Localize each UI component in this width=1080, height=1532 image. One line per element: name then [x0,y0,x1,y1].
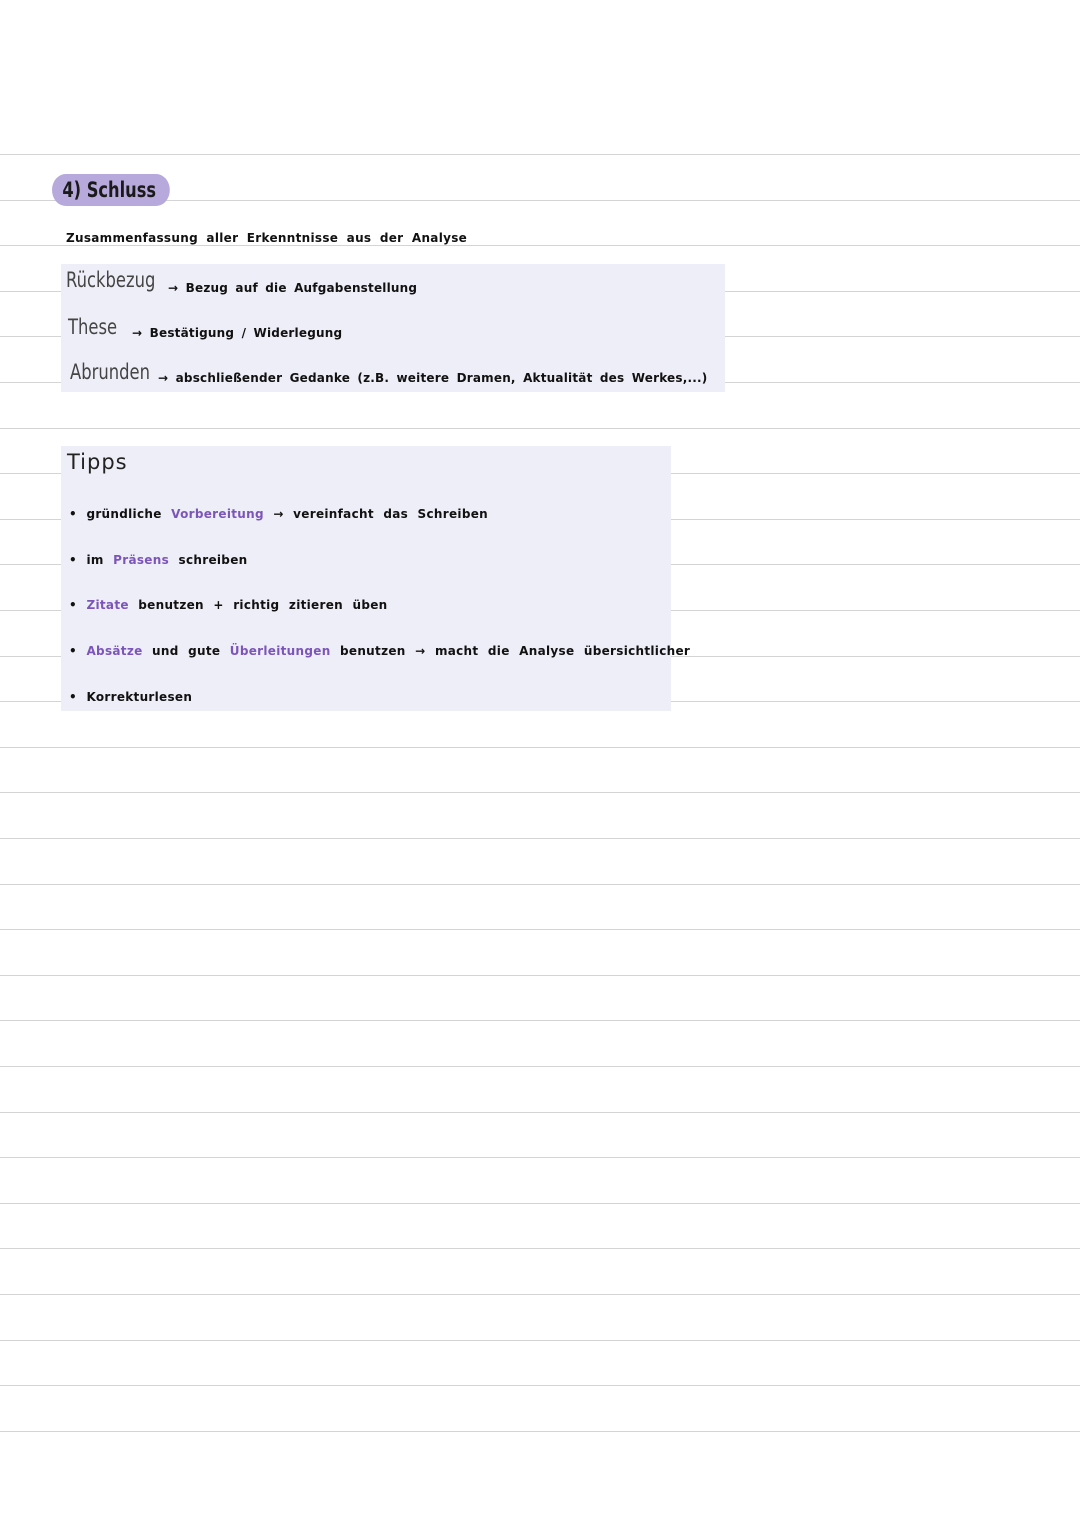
term-label: These [68,315,118,339]
tip-text: • im [69,553,104,567]
tip-highlight: Vorbereitung [171,507,264,521]
tip-highlight: Zitate [86,598,129,612]
term-label: Abrunden [70,360,150,384]
def-abrunden: → abschließender Gedanke (z.B. weitere Dramen, Aktualität des Werkes,...) [158,371,708,385]
tip-item [69,690,192,704]
term-label: Rückbezug [66,268,156,292]
summary-text: Zusammenfassung aller Erkenntnisse aus der Analyse [66,231,468,245]
tip-text: und gute [152,644,221,658]
tip-text: benutzen → macht die Analyse übersichtlicher [340,644,691,658]
tip-text: • [69,644,77,658]
tip-text: schreiben [178,553,248,567]
tip-highlight: Überleitungen [229,644,331,658]
tip-item [69,644,690,658]
tips-title: Tipps [67,450,128,474]
section-heading: 4) Schluss [52,174,170,206]
tips-box [61,446,671,711]
tip-highlight: Absätze [86,644,143,658]
tip-item [69,507,488,521]
tip-item [69,553,247,567]
tip-highlight: Präsens [113,553,170,567]
item-rueckbezug [66,268,181,292]
item-these [68,315,131,339]
tip-text: → vereinfacht das Schreiben [273,507,488,521]
def-rueckbezug: → Bezug auf die Aufgabenstellung [168,281,418,295]
tip-text: • Korrekturlesen [69,690,193,704]
tip-text: benutzen + richtig zitieren üben [138,598,388,612]
def-these: → Bestätigung / Widerlegung [132,326,343,340]
tip-text: • [69,598,77,612]
tip-item [69,598,388,612]
tip-text: • gründliche [69,507,162,521]
